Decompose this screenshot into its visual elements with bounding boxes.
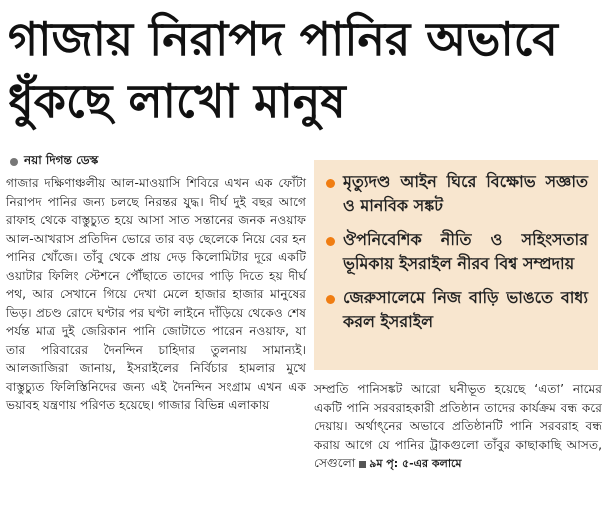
- headline-line-1: গাজায় নিরাপদ পানির অভাবে: [8, 12, 558, 66]
- highlight-text-2: ঔপনিবেশিক নীতি ও সহিংসতার ভূমিকায় ইসরাইল নীরব বিশ্ব সম্প্রদায়: [343, 230, 588, 273]
- continuation-text: ৯ম পৃ: ৫-এর কলামে: [369, 457, 462, 470]
- highlight-item-1: [326, 170, 588, 218]
- highlight-item-2: [326, 228, 588, 276]
- highlight-text-1: মৃত্যুদণ্ড আইন ঘিরে বিক্ষোভ সজ্ঞাত ও মানবিক সঙ্কট: [343, 172, 588, 215]
- headline-line-2: ধুঁকছে লাখো মানুষ: [8, 74, 346, 128]
- headline: [8, 8, 608, 132]
- byline-bullet-icon: [10, 158, 18, 166]
- highlights-box: [314, 160, 598, 370]
- byline-text: নয়া দিগন্ত ডেস্ক: [24, 153, 99, 167]
- byline: [10, 152, 98, 172]
- continuation-note[interactable]: [359, 457, 461, 470]
- square-bullet-icon: [359, 461, 366, 468]
- body-right-paragraph: [314, 380, 602, 474]
- highlight-text-3: জেরুসালেমে নিজ বাড়ি ভাঙতে বাধ্য করল ইসরাইল: [343, 288, 588, 331]
- article-body-right: [314, 380, 602, 474]
- orange-bullet-icon: [326, 295, 335, 304]
- highlight-item-3: [326, 286, 588, 334]
- body-right-text: সম্প্রতি পানিসঙ্কট আরো ঘনীভূত হয়েছে ‘এতা’ নামের একটি পানি সরবরাহকারী প্রতিষ্ঠান তাদের কার্যক্রম বন্ধ করে দেয়ায়। অর্থাৎ্নের অভাবে প্রতিষ্ঠানটি পানি সরবরাহ বন্ধ করায় আগে যে পানির ট্রাকগুলো তাঁবুর কাছাকাছি আসত, সেগুলো: [314, 382, 602, 470]
- orange-bullet-icon: [326, 237, 335, 246]
- orange-bullet-icon: [326, 179, 335, 188]
- body-left-text: গাজার দক্ষিণাঞ্চলীয় আল-মাওয়াসি শিবিরে এখন এক ফোঁটা নিরাপদ পানির জন্য চলছে নিরন্তর যুদ্ধ। দীর্ঘ দুই বছর আগে রাফাহ থেকে বাস্তুচ্যুত হয়ে আসা সাত সন্তানের জনক নওয়াফ আল-আখরাস প্রতিদিন ভোরে তার বড় ছেলেকে নিয়ে বের হন পানির খোঁজে। তাঁবু থেকে প্রায় দেড় কিলোমিটার দূরে একটি ওয়াটার ফিলিং স্টেশনে পৌঁছাতে তাদের পাড়ি দিতে হয় দীর্ঘ পথ, আর সেখানে গিয়ে দেখা মেলে হাজার হাজার মানুষের ভিড়। প্রচণ্ড রোদে ঘণ্টার পর ঘণ্টা লাইনে দাঁড়িয়ে থেকেও শেষ পর্যন্ত মাত্র দুই জেরিকান পানি জোটাতে পারেন নওয়াফ, যা তার পরিবারের দৈনন্দিন চাহিদার তুলনায় সামান্যই। আলজাজিরা জানায়, ইসরাইলের নির্বিচার হামলার মুখে বাস্তুচ্যুত ফিলিস্তিনিদের জন্য এই দৈনন্দিন সংগ্রাম এখন এক ভয়াবহ যন্ত্রণায় পরিণত হয়েছে। গাজার বিভিন্ন এলাকায়: [6, 176, 306, 412]
- article-body-left: [6, 174, 306, 415]
